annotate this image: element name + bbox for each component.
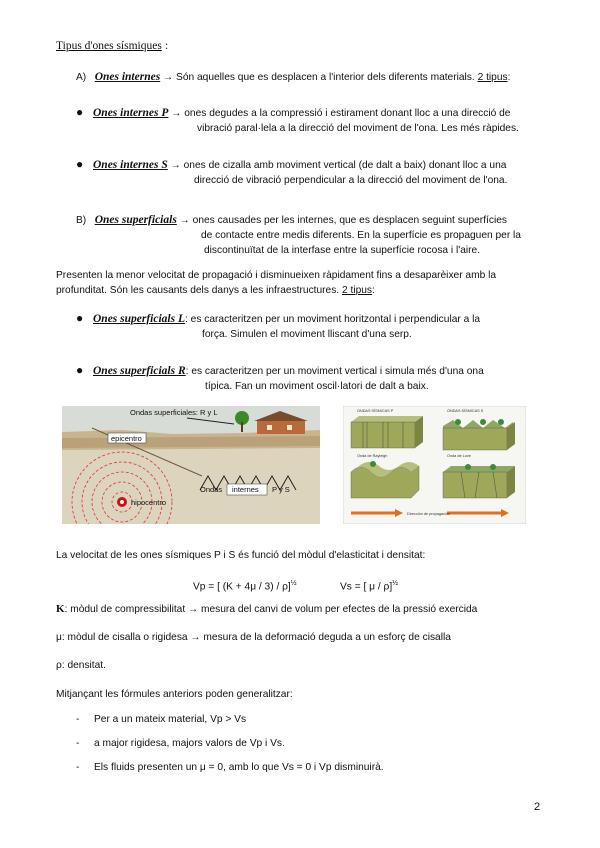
wave-blocks-figure (343, 406, 526, 524)
wave-s-line2: direcció de vibració perpendicular a la direcció del moviment de l'ona. (194, 175, 508, 186)
generalize-intro: Mitjançant les fórmules anteriors poden generalitzar: (56, 689, 293, 700)
panel-mr-label: Onda de Love (447, 454, 471, 458)
section-b-line2: de contacte entre medis diferents. En la superfície es propaguen per la (201, 230, 521, 241)
dash-marker: - (76, 738, 80, 749)
heading-colon: : (165, 40, 169, 52)
panel-tl-label: ONDAS SÍSMICAS P (357, 409, 394, 413)
internal-waves-prefix: Ondas (200, 485, 223, 494)
paragraph-line1: Presenten la menor velocitat de propagació i disminueixen ràpidament fins a desaparèixer amb la (56, 270, 497, 281)
surface-paragraph (56, 268, 556, 298)
wave-p (93, 106, 553, 136)
wave-l-line2: força. Simulen el moviment lliscant d'una serp. (202, 329, 412, 340)
block-love (443, 464, 515, 498)
list-item (76, 760, 516, 784)
block-p (351, 416, 423, 448)
formula-vp (193, 576, 297, 594)
epicentre-label: epicentro (111, 434, 142, 443)
list-item (76, 712, 516, 736)
section-a (76, 70, 510, 85)
formula-vs-exponent: ½ (392, 580, 398, 587)
def-k-symbol: K (56, 603, 65, 615)
def-mu: μ: mòdul de cisalla o rigidesa → mesura de la deformació deguda a un esforç de cisalla (56, 632, 451, 643)
wave-s-term: Ones internes S (93, 159, 168, 171)
wave-r-line2: típica. Fan un moviment oscil·latori de dalt a baix. (205, 381, 429, 392)
panel-ml-label: Onda de Rayleigh (357, 454, 388, 458)
internal-waves-suffix: P y S (272, 485, 290, 494)
surface-waves-label: Ondas superficiales: R y L (130, 408, 218, 417)
section-a-colon: : (507, 72, 511, 83)
section-a-types: 2 tipus (477, 72, 508, 83)
panel-tr-label: ONDAS SÍSMICAS S (447, 409, 484, 413)
wave-r (93, 364, 553, 394)
formula-vp-text: Vp = [ (K + 4μ / 3) / ρ] (193, 581, 291, 593)
internal-waves-box: internes (232, 485, 259, 494)
section-a-text: → Són aquelles que es desplacen a l'interior dels diferents materials. (163, 72, 475, 83)
wave-p-line1: → ones degudes a la compressió i estirament donant lloc a una direcció de (171, 108, 511, 119)
section-a-marker: A) (76, 72, 87, 83)
page-number: 2 (534, 801, 541, 813)
def-k-text: : mòdul de compressibilitat → mesura del canvi de volum per efectes de la pressió exercida (64, 604, 478, 615)
wave-p-line2: vibració paral·lela a la direcció del moviment de l'ona. Les més ràpides. (197, 123, 519, 134)
paragraph-types: 2 tipus (342, 285, 373, 296)
wave-p-term: Ones internes P (93, 107, 169, 119)
wave-s (93, 158, 553, 188)
wave-s-line1: → ones de cizalla amb moviment vertical (de dalt a baix) donant lloc a una (170, 160, 507, 171)
dash-marker: - (76, 762, 80, 773)
general-list (76, 712, 516, 784)
list-item (76, 736, 516, 760)
seismic-waves-figure (62, 406, 320, 524)
section-b-line1: → ones causades per les internes, que es desplacen seguint superfícies (179, 215, 507, 226)
section-b-term: Ones superficials (94, 214, 177, 226)
section-b-marker: B) (76, 215, 87, 226)
list-item-text: a major rigidesa, majors valors de Vp i Vs. (94, 738, 285, 749)
bullet-icon: ● (76, 363, 84, 377)
list-item-text: Els fluids presenten un μ = 0, amb lo que Vs = 0 i Vp disminuirà. (94, 762, 384, 773)
paragraph-colon: : (372, 285, 375, 296)
section-b (76, 213, 556, 258)
formula-vs (340, 576, 398, 594)
hypocentre-label: hipocentro (131, 498, 167, 507)
velocity-intro: La velocitat de les ones sísmiques P i S és funció del mòdul d'elasticitat i densitat: (56, 550, 426, 561)
formula-vp-exponent: ½ (290, 580, 297, 587)
bullet-icon: ● (76, 311, 84, 325)
wave-l-line1: : es caracteritzen per un moviment horitzontal i perpendicular a la (185, 314, 481, 325)
formula-vs-text: Vs = [ μ / ρ] (340, 581, 393, 593)
wave-l-term: Ones superficials L (93, 313, 185, 325)
list-item-text: Per a un mateix material, Vp > Vs (94, 714, 247, 725)
propagation-caption: Dirección de propagación (407, 512, 451, 516)
section-a-term: Ones internes (94, 71, 161, 83)
bullet-icon: ● (76, 157, 84, 171)
wave-r-term: Ones superficials R (93, 365, 186, 377)
def-rho: ρ: densitat. (56, 660, 106, 671)
bullet-icon: ● (76, 105, 84, 119)
wave-l (93, 312, 553, 342)
paragraph-line2: profunditat. Són les causants dels danys a les infraestructures. (56, 285, 340, 296)
page-heading: Tipus d'ones sísmiques (56, 40, 162, 52)
dash-marker: - (76, 714, 80, 725)
def-k (56, 602, 477, 617)
wave-r-line1: : es caracteritzen per un moviment vertical i simula més d'una ona (185, 366, 484, 377)
section-b-line3: discontinuïtat de la interfase entre la superfície rocosa i l'aire. (204, 245, 481, 256)
